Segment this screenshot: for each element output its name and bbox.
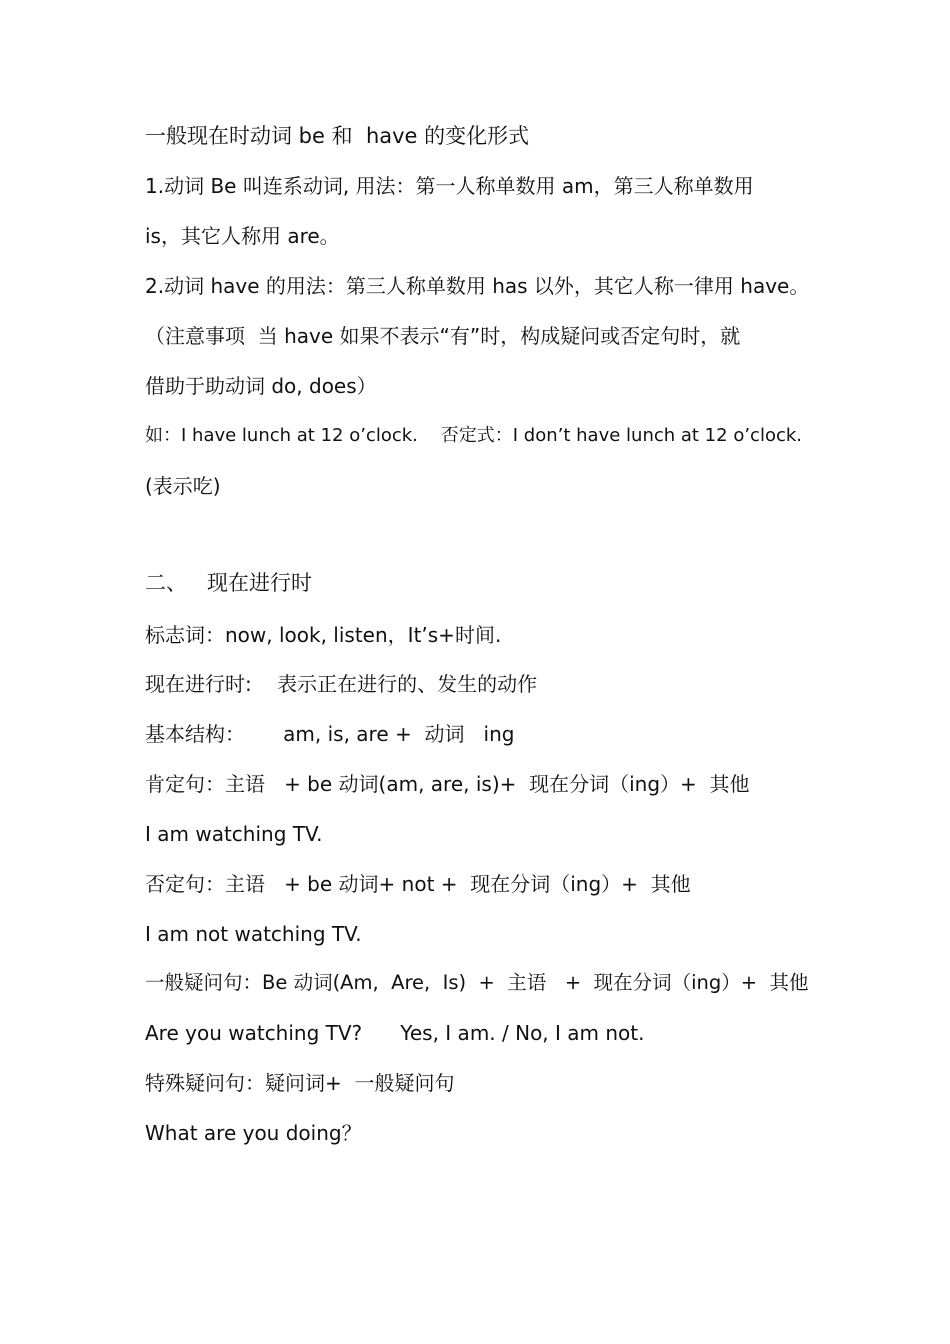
- point2-line1: 2.动词 have 的用法：第三人称单数用 has 以外，其它人称一律用 have。: [145, 274, 810, 298]
- wh-question-rule: 特殊疑问句：疑问词+ 一般疑问句: [145, 1071, 455, 1095]
- point1-line2: is，其它人称用 are。: [145, 224, 340, 248]
- section1-title: 一般现在时动词 be 和 have 的变化形式: [145, 124, 530, 148]
- question-rule: 一般疑问句：Be 动词(Am, Are, Is) + 主语 + 现在分词（ing）+ 其他: [145, 971, 809, 994]
- basic-structure: 基本结构： am, is, are + 动词 ing: [145, 722, 515, 746]
- question-example: Are you watching TV? Yes, I am. / No, I am not.: [145, 1021, 645, 1045]
- signal-words: 标志词：now, look, listen，It’s+时间.: [145, 623, 502, 647]
- definition: 现在进行时: 表示正在进行的、发生的动作: [145, 672, 538, 696]
- point2-line3: 借助于助动词 do, does）: [145, 374, 377, 398]
- affirmative-example: I am watching TV.: [145, 822, 323, 846]
- negative-example: I am not watching TV.: [145, 922, 362, 946]
- wh-question-example: What are you doing？: [145, 1121, 362, 1145]
- point2-line2: （注意事项 当 have 如果不表示“有”时，构成疑问或否定句时，就: [145, 324, 741, 348]
- example-line1: 如：I have lunch at 12 o’clock. 否定式：I don’t have lunch at 12 o’clock.: [145, 425, 802, 446]
- example-line2: (表示吃): [145, 474, 221, 498]
- point1-line1: 1.动词 Be 叫连系动词, 用法：第一人称单数用 am，第三人称单数用: [145, 174, 754, 198]
- section2-title: 二、 现在进行时: [145, 571, 313, 595]
- negative-rule: 否定句：主语 + be 动词+ not + 现在分词（ing）+ 其他: [145, 872, 691, 896]
- affirmative-rule: 肯定句：主语 + be 动词(am, are, is)+ 现在分词（ing）+ 其他: [145, 772, 750, 796]
